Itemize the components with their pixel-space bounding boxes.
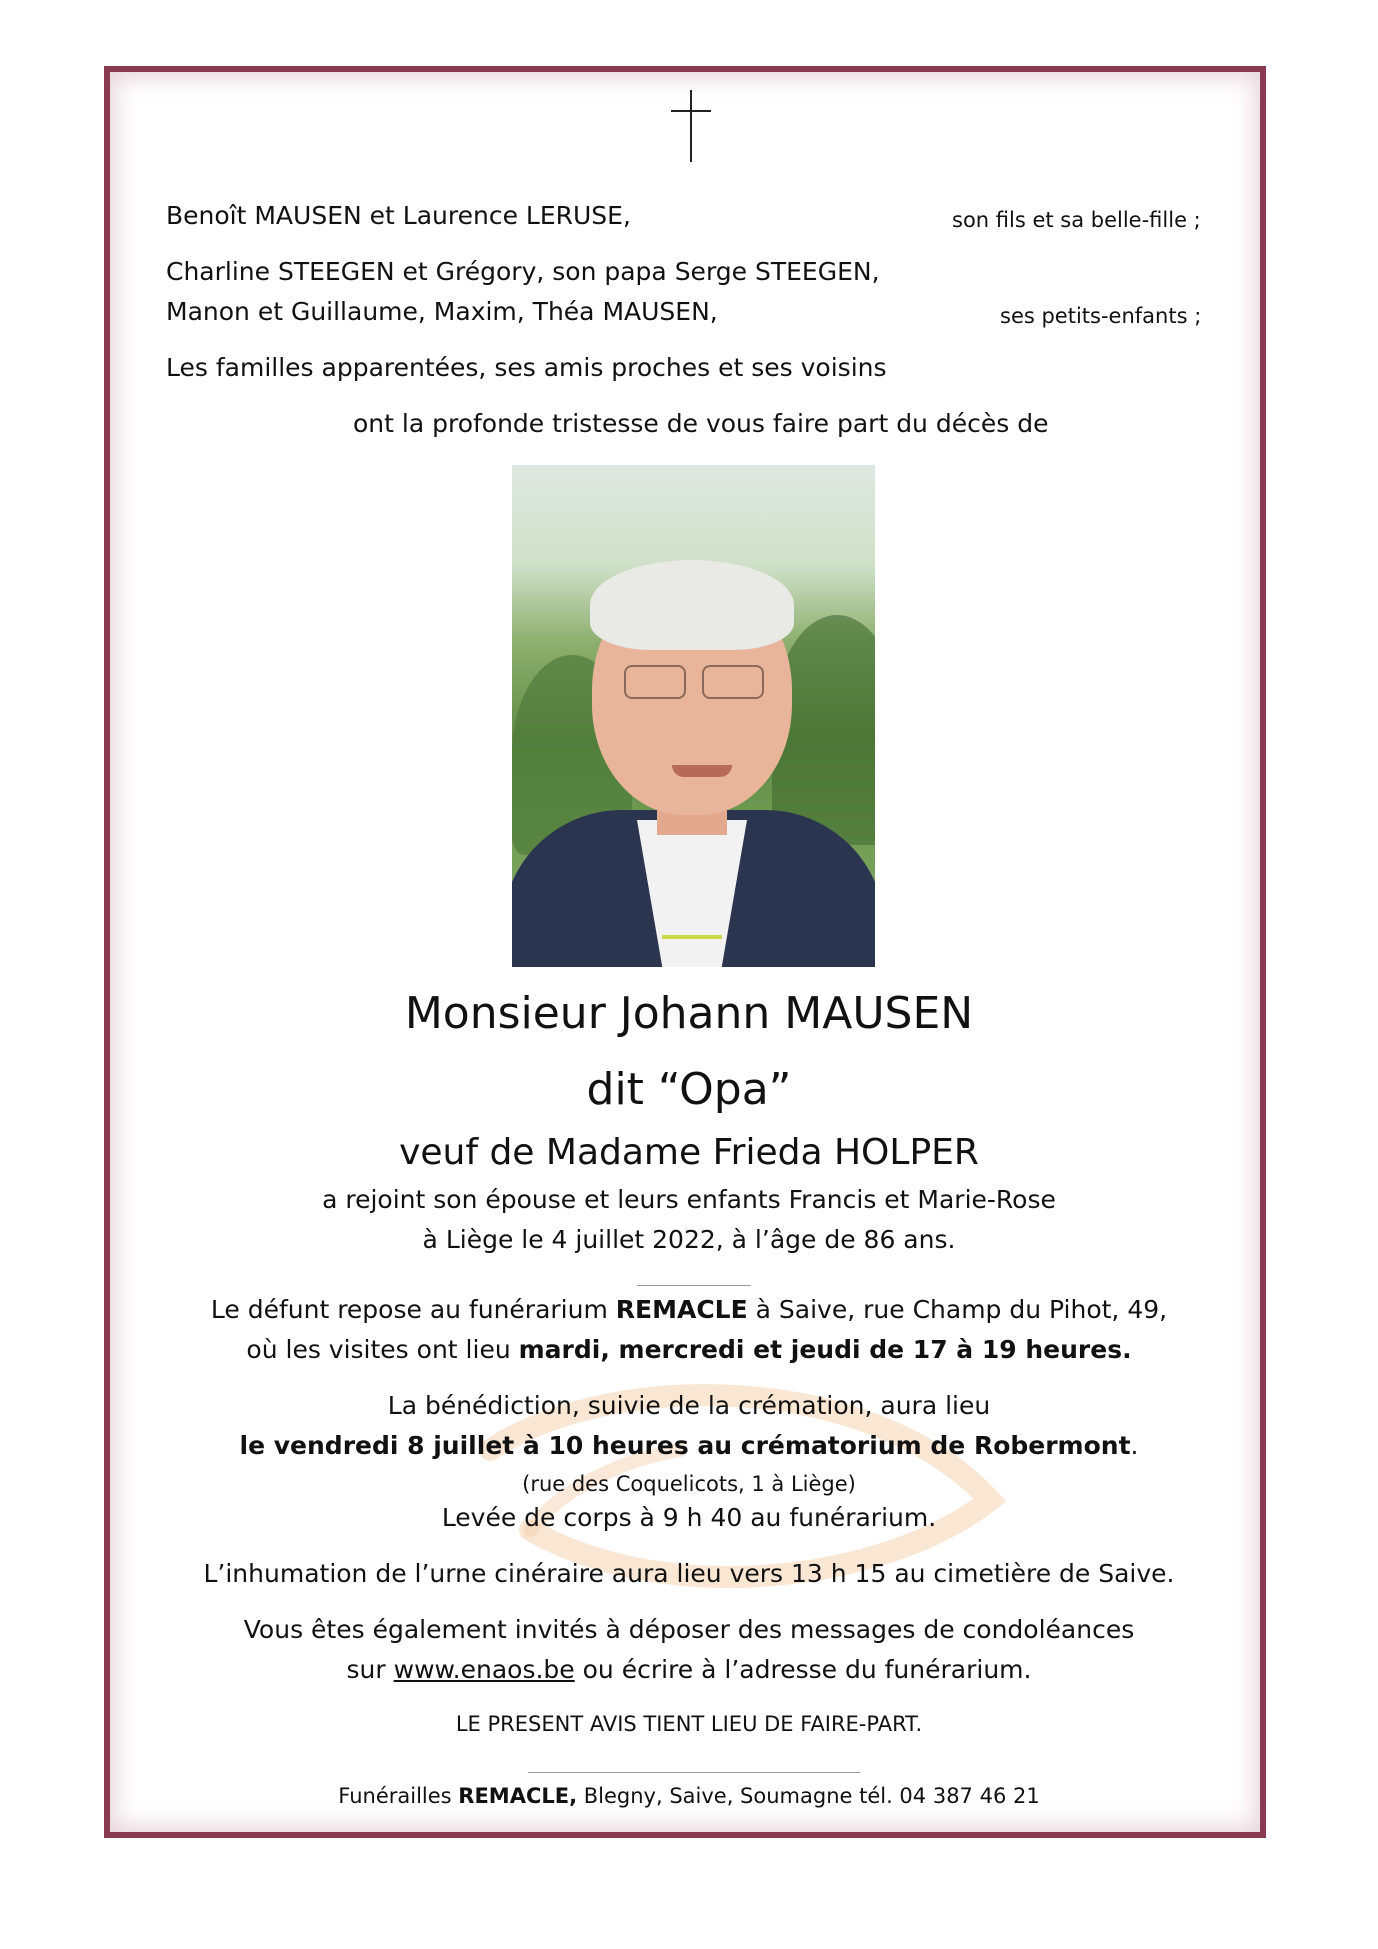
ceremony-line-1: La bénédiction, suivie de la crémation, aura lieu bbox=[387, 1391, 991, 1420]
footer-divider bbox=[528, 1772, 860, 1773]
visit-line-1: Le défunt repose au funérarium REMACLE à Saive, rue Champ du Pihot, 49, bbox=[210, 1295, 1168, 1324]
family-line-son: Benoît MAUSEN et Laurence LERUSE, bbox=[166, 201, 631, 230]
family-role-son: son fils et sa belle-fille ; bbox=[952, 208, 1201, 232]
cross-icon bbox=[671, 90, 711, 162]
faire-part-notice: LE PRESENT AVIS TIENT LIEU DE FAIRE-PART. bbox=[455, 1712, 923, 1736]
ceremony-line-2: le vendredi 8 juillet à 10 heures au crématorium de Robermont. bbox=[239, 1431, 1139, 1460]
deceased-widow-of: veuf de Madame Frieda HOLPER bbox=[399, 1132, 979, 1173]
deceased-photo bbox=[512, 465, 875, 967]
deceased-rejoined: a rejoint son épouse et leurs enfants Francis et Marie-Rose bbox=[322, 1185, 1056, 1214]
visit-line-2: où les visites ont lieu mardi, mercredi et jeudi de 17 à 19 heures. bbox=[246, 1335, 1132, 1364]
deceased-name: Monsieur Johann MAUSEN bbox=[404, 988, 974, 1039]
family-role-grandchildren: ses petits-enfants ; bbox=[1000, 304, 1202, 328]
inhumation-line: L’inhumation de l’urne cinéraire aura lieu vers 13 h 15 au cimetière de Saive. bbox=[203, 1559, 1175, 1588]
divider bbox=[637, 1285, 751, 1286]
announcement-intro: ont la profonde tristesse de vous faire part du décès de bbox=[353, 409, 1049, 438]
condolences-line-2: sur www.enaos.be ou écrire à l’adresse du funérarium. bbox=[346, 1655, 1032, 1684]
enaos-link[interactable]: www.enaos.be bbox=[393, 1655, 575, 1684]
deceased-nickname: dit “Opa” bbox=[586, 1064, 792, 1115]
footer: Funérailles REMACLE, Blegny, Saive, Soumagne tél. 04 387 46 21 bbox=[338, 1784, 1040, 1808]
ceremony-levee: Levée de corps à 9 h 40 au funérarium. bbox=[441, 1503, 937, 1532]
family-line-grandchildren-2: Manon et Guillaume, Maxim, Théa MAUSEN, bbox=[166, 297, 718, 326]
family-line-relatives: Les familles apparentées, ses amis proches et ses voisins bbox=[166, 353, 887, 382]
deceased-date-place: à Liège le 4 juillet 2022, à l’âge de 86 ans. bbox=[422, 1225, 956, 1254]
family-line-grandchildren-1: Charline STEEGEN et Grégory, son papa Serge STEEGEN, bbox=[166, 257, 880, 286]
ceremony-address: (rue des Coquelicots, 1 à Liège) bbox=[522, 1472, 856, 1496]
condolences-line-1: Vous êtes également invités à déposer des messages de condoléances bbox=[243, 1615, 1135, 1644]
